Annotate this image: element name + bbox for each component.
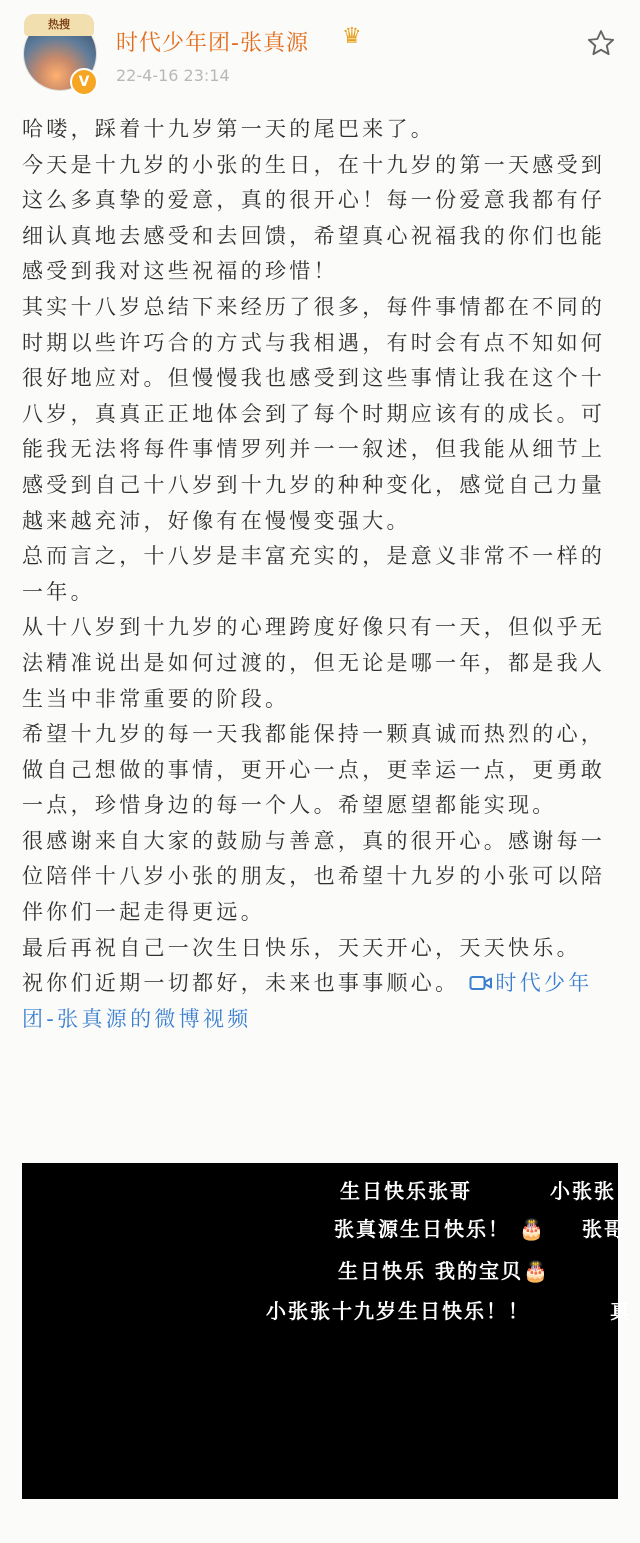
verified-v-icon: V: [70, 68, 98, 96]
post-body: [22, 112, 622, 1037]
danmaku-comment: 真: [610, 1299, 632, 1323]
danmaku-comment: 生日快乐张哥: [340, 1179, 472, 1203]
danmaku-comment: 生日快乐 我的宝贝🎂: [338, 1259, 550, 1283]
danmaku-comment: 张真源生日快乐！ 🎂: [334, 1217, 546, 1241]
post-paragraph: 最后再祝自己一次生日快乐，天天开心，天天快乐。: [22, 935, 581, 960]
avatar-badge: 热搜: [24, 14, 94, 36]
video-player[interactable]: [22, 1163, 632, 1499]
post-timestamp: 22-4-16 23:14: [116, 66, 230, 85]
danmaku-comment: 张哥: [582, 1217, 626, 1241]
post-paragraph: 今天是十九岁的小张的生日，在十九岁的第一天感受到这么多真挚的爱意，真的很开心！每一份爱意我都有仔细认真地去感受和去回馈，希望真心祝福我的你们也能感受到我对这些祝福的珍惜！: [22, 152, 606, 284]
post-paragraph: 总而言之，十八岁是丰富充实的，是意义非常不一样的一年。: [22, 544, 606, 604]
post-paragraph: 希望十九岁的每一天我都能保持一颗真诚而热烈的心，做自己想做的事情，更开心一点，更幸运一点，更勇敢一点，珍惜身边的每一个人。希望愿望都能实现。: [22, 722, 606, 818]
post-paragraph: 哈喽，踩着十九岁第一天的尾巴来了。: [22, 117, 436, 141]
crown-icon: ♛: [342, 24, 362, 49]
post-paragraph: 很感谢来自大家的鼓励与善意，真的很开心。感谢每一位陪伴十八岁小张的朋友，也希望十九岁的小张可以陪伴你们一起走得更远。: [22, 828, 606, 925]
cake-emoji: 🎂: [522, 1259, 550, 1283]
danmaku-comment: 小张张: [550, 1179, 616, 1203]
username-link[interactable]: 时代少年团-张真源: [116, 31, 309, 56]
post-header: [0, 0, 640, 110]
star-icon[interactable]: [586, 28, 616, 58]
video-camera-icon: [469, 974, 493, 992]
cake-emoji: 🎂: [510, 1217, 546, 1241]
post-paragraph: 从十八岁到十九岁的心理跨度好像只有一天，但似乎无法精准说出是如何过渡的，但无论是哪一年，都是我人生当中非常重要的阶段。: [22, 615, 606, 711]
video-link-text[interactable]: 时代少年团-张真源的微博视频: [22, 971, 593, 1031]
post-paragraph: 其实十八岁总结下来经历了很多，每件事情都在不同的时期以些许巧合的方式与我相遇，有时会有点不知如何很好地应对。但慢慢我也感受到这些事情让我在这个十八岁，真真正正地体会到了每个时期应该有的成长。可能我无法将每件事情罗列并一一叙述，但我能从细节上感受到自己十八岁到十九岁的种种变化，感觉自己力量越来越充沛，好像有在慢慢变强大。: [22, 294, 606, 533]
post-paragraph: 祝你们近期一切都好，未来也事事顺心。: [22, 971, 460, 996]
post-last-line: [22, 966, 622, 1037]
danmaku-comment: 小张张十九岁生日快乐！！: [266, 1299, 530, 1323]
